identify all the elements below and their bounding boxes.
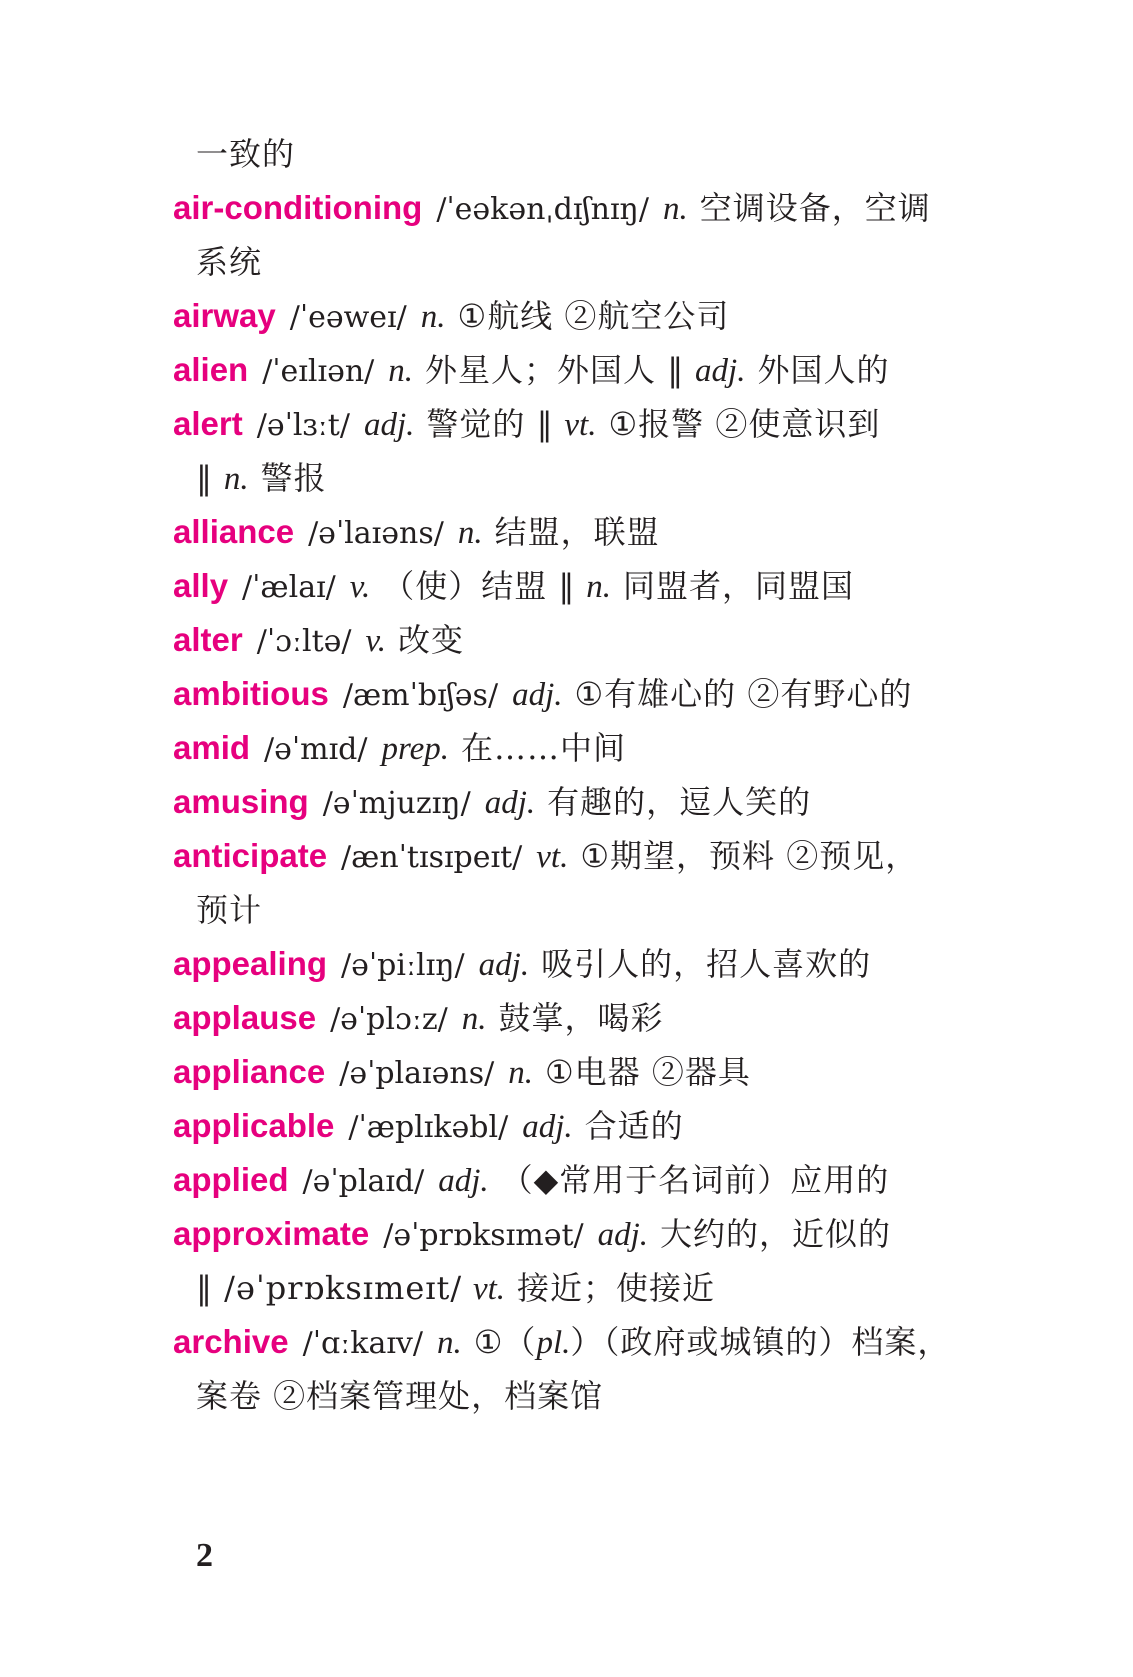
definition: 系统 (196, 243, 263, 281)
entry-line (196, 1376, 603, 1416)
headword: appealing (173, 945, 328, 982)
entry-line (173, 1106, 684, 1146)
definition: 结盟，联盟 (494, 513, 660, 551)
headword: air-conditioning (173, 189, 423, 226)
entry-line (173, 296, 729, 336)
headword: amusing (173, 783, 309, 820)
part-of-speech: adj. (438, 1163, 489, 1199)
headword: alien (173, 351, 249, 388)
headword: alter (173, 621, 243, 658)
definition: 一致的 (196, 135, 296, 173)
part-of-speech: n. (420, 299, 446, 335)
part-of-speech: adj. (512, 677, 563, 713)
headword: alliance (173, 513, 295, 550)
definition: 在……中间 (461, 729, 627, 767)
entry-line (173, 404, 880, 444)
definition: 预计 (196, 891, 263, 929)
entry-line (173, 782, 811, 822)
headword: anticipate (173, 837, 328, 874)
part-of-speech: n. (508, 1055, 533, 1091)
definition: 改变 (397, 621, 464, 659)
definition: ①（ (473, 1323, 537, 1361)
headword: appliance (173, 1053, 326, 1090)
pronunciation: /ˈɑːkaɪv/ (302, 1326, 423, 1361)
pronunciation: /əˈplɔːz/ (330, 1002, 448, 1037)
definition: 空调设备，空调 (699, 189, 931, 227)
definition: ①报警 ②使意识到 (608, 405, 881, 443)
definition: 警觉的 ‖ (426, 405, 554, 443)
headword: alert (173, 405, 243, 442)
entry-line (173, 566, 854, 606)
definition: ①航线 ②航空公司 (457, 297, 730, 335)
definition: 有趣的，逗人笑的 (547, 783, 812, 821)
definition: 同盟者，同盟国 (623, 567, 855, 605)
part-of-speech: vt. (536, 839, 569, 875)
pronunciation: /æmˈbɪʃəs/ (342, 678, 499, 713)
pronunciation: /əˈplaɪəns/ (339, 1056, 495, 1091)
part-of-speech: v. (349, 569, 371, 605)
pronunciation: /əˈlɜːt/ (256, 408, 350, 443)
entry-line (173, 944, 871, 984)
pronunciation: /əˈmjuzɪŋ/ (322, 786, 471, 821)
entry-line (173, 674, 912, 714)
part-of-speech: n. (436, 1325, 462, 1361)
entry-line (173, 1322, 950, 1362)
headword: applied (173, 1161, 289, 1198)
part-of-speech: adj. (522, 1109, 573, 1145)
part-of-speech: n. (223, 461, 249, 497)
entry-line (196, 134, 295, 174)
definition: 接近；使接近 (517, 1269, 716, 1307)
pronunciation: /ˈeəweɪ/ (289, 300, 407, 335)
pronunciation: /əˈprɒksɪmət/ (383, 1218, 584, 1253)
headword: airway (173, 297, 276, 334)
entry-line (173, 836, 918, 876)
pronunciation: /əˈpiːlɪŋ/ (341, 948, 465, 983)
part-of-speech: v. (365, 623, 386, 659)
entry-line (173, 620, 464, 660)
part-of-speech: adj. (478, 947, 530, 983)
page-number: 2 (196, 1537, 213, 1574)
definition: 鼓掌，喝彩 (498, 999, 664, 1037)
entry-line (173, 1214, 891, 1254)
entry-line (196, 458, 327, 498)
pronunciation: /ˈælaɪ/ (242, 570, 336, 605)
definition: 外星人；外国人 ‖ (425, 351, 685, 389)
pronunciation: /ænˈtɪsɪpeɪt/ (341, 840, 523, 875)
part-of-speech: pl. (536, 1325, 571, 1361)
part-of-speech: vt. (564, 407, 597, 443)
entry-line (173, 512, 660, 552)
part-of-speech: n. (388, 353, 414, 389)
definition: 合适的 (584, 1107, 684, 1145)
definition: ‖ /əˈprɒksɪmeɪt/ (196, 1269, 463, 1307)
part-of-speech: n. (461, 1001, 487, 1037)
pronunciation: /əˈmɪd/ (264, 732, 368, 767)
pronunciation: /əˈplaɪd/ (302, 1164, 425, 1199)
part-of-speech: n. (662, 191, 688, 227)
pronunciation: /ˈeəkənˌdɪʃnɪŋ/ (436, 192, 649, 227)
entry-line (173, 188, 931, 228)
definition: ①有雄心的 ②有野心的 (574, 675, 913, 713)
entry-line (173, 728, 626, 768)
definition: ①电器 ②器具 (544, 1053, 751, 1091)
entry-line (173, 1052, 751, 1092)
definition: ‖ (196, 459, 213, 497)
definition: ）（政府或城镇的）档案， (570, 1323, 951, 1361)
definition: 外国人的 (757, 351, 890, 389)
entry-line (196, 1268, 715, 1308)
part-of-speech: adj. (363, 407, 415, 443)
entry-line (173, 1160, 889, 1200)
part-of-speech: vt. (472, 1271, 506, 1307)
definition: ①期望，预料 ②预见， (580, 837, 919, 875)
entry-line (173, 350, 889, 390)
definition: 警报 (260, 459, 327, 497)
part-of-speech: adj. (484, 785, 536, 821)
headword: ambitious (173, 675, 329, 712)
pronunciation: /ˈæplɪkəbl/ (348, 1110, 509, 1145)
headword: applicable (173, 1107, 335, 1144)
headword: amid (173, 729, 251, 766)
headword: approximate (173, 1215, 370, 1252)
entry-line (196, 890, 262, 930)
definition: （使）结盟 ‖ (382, 567, 576, 605)
headword: archive (173, 1323, 289, 1360)
part-of-speech: adj. (695, 353, 746, 389)
pronunciation: /ˈeɪlɪən/ (262, 354, 375, 389)
entry-line (196, 242, 262, 282)
definition: 案卷 ②档案管理处，档案馆 (196, 1377, 604, 1415)
definition: 大约的，近似的 (660, 1215, 892, 1253)
entry-line (173, 998, 664, 1038)
pronunciation: /ˈɔːltə/ (256, 624, 352, 659)
part-of-speech: prep. (381, 731, 450, 767)
headword: applause (173, 999, 317, 1036)
definition: （◆常用于名词前）应用的 (500, 1161, 890, 1199)
headword: ally (173, 567, 229, 604)
part-of-speech: n. (586, 569, 611, 605)
pronunciation: /əˈlaɪəns/ (308, 516, 444, 551)
part-of-speech: n. (457, 515, 483, 551)
definition: 吸引人的，招人喜欢的 (541, 945, 872, 983)
part-of-speech: adj. (597, 1217, 649, 1253)
